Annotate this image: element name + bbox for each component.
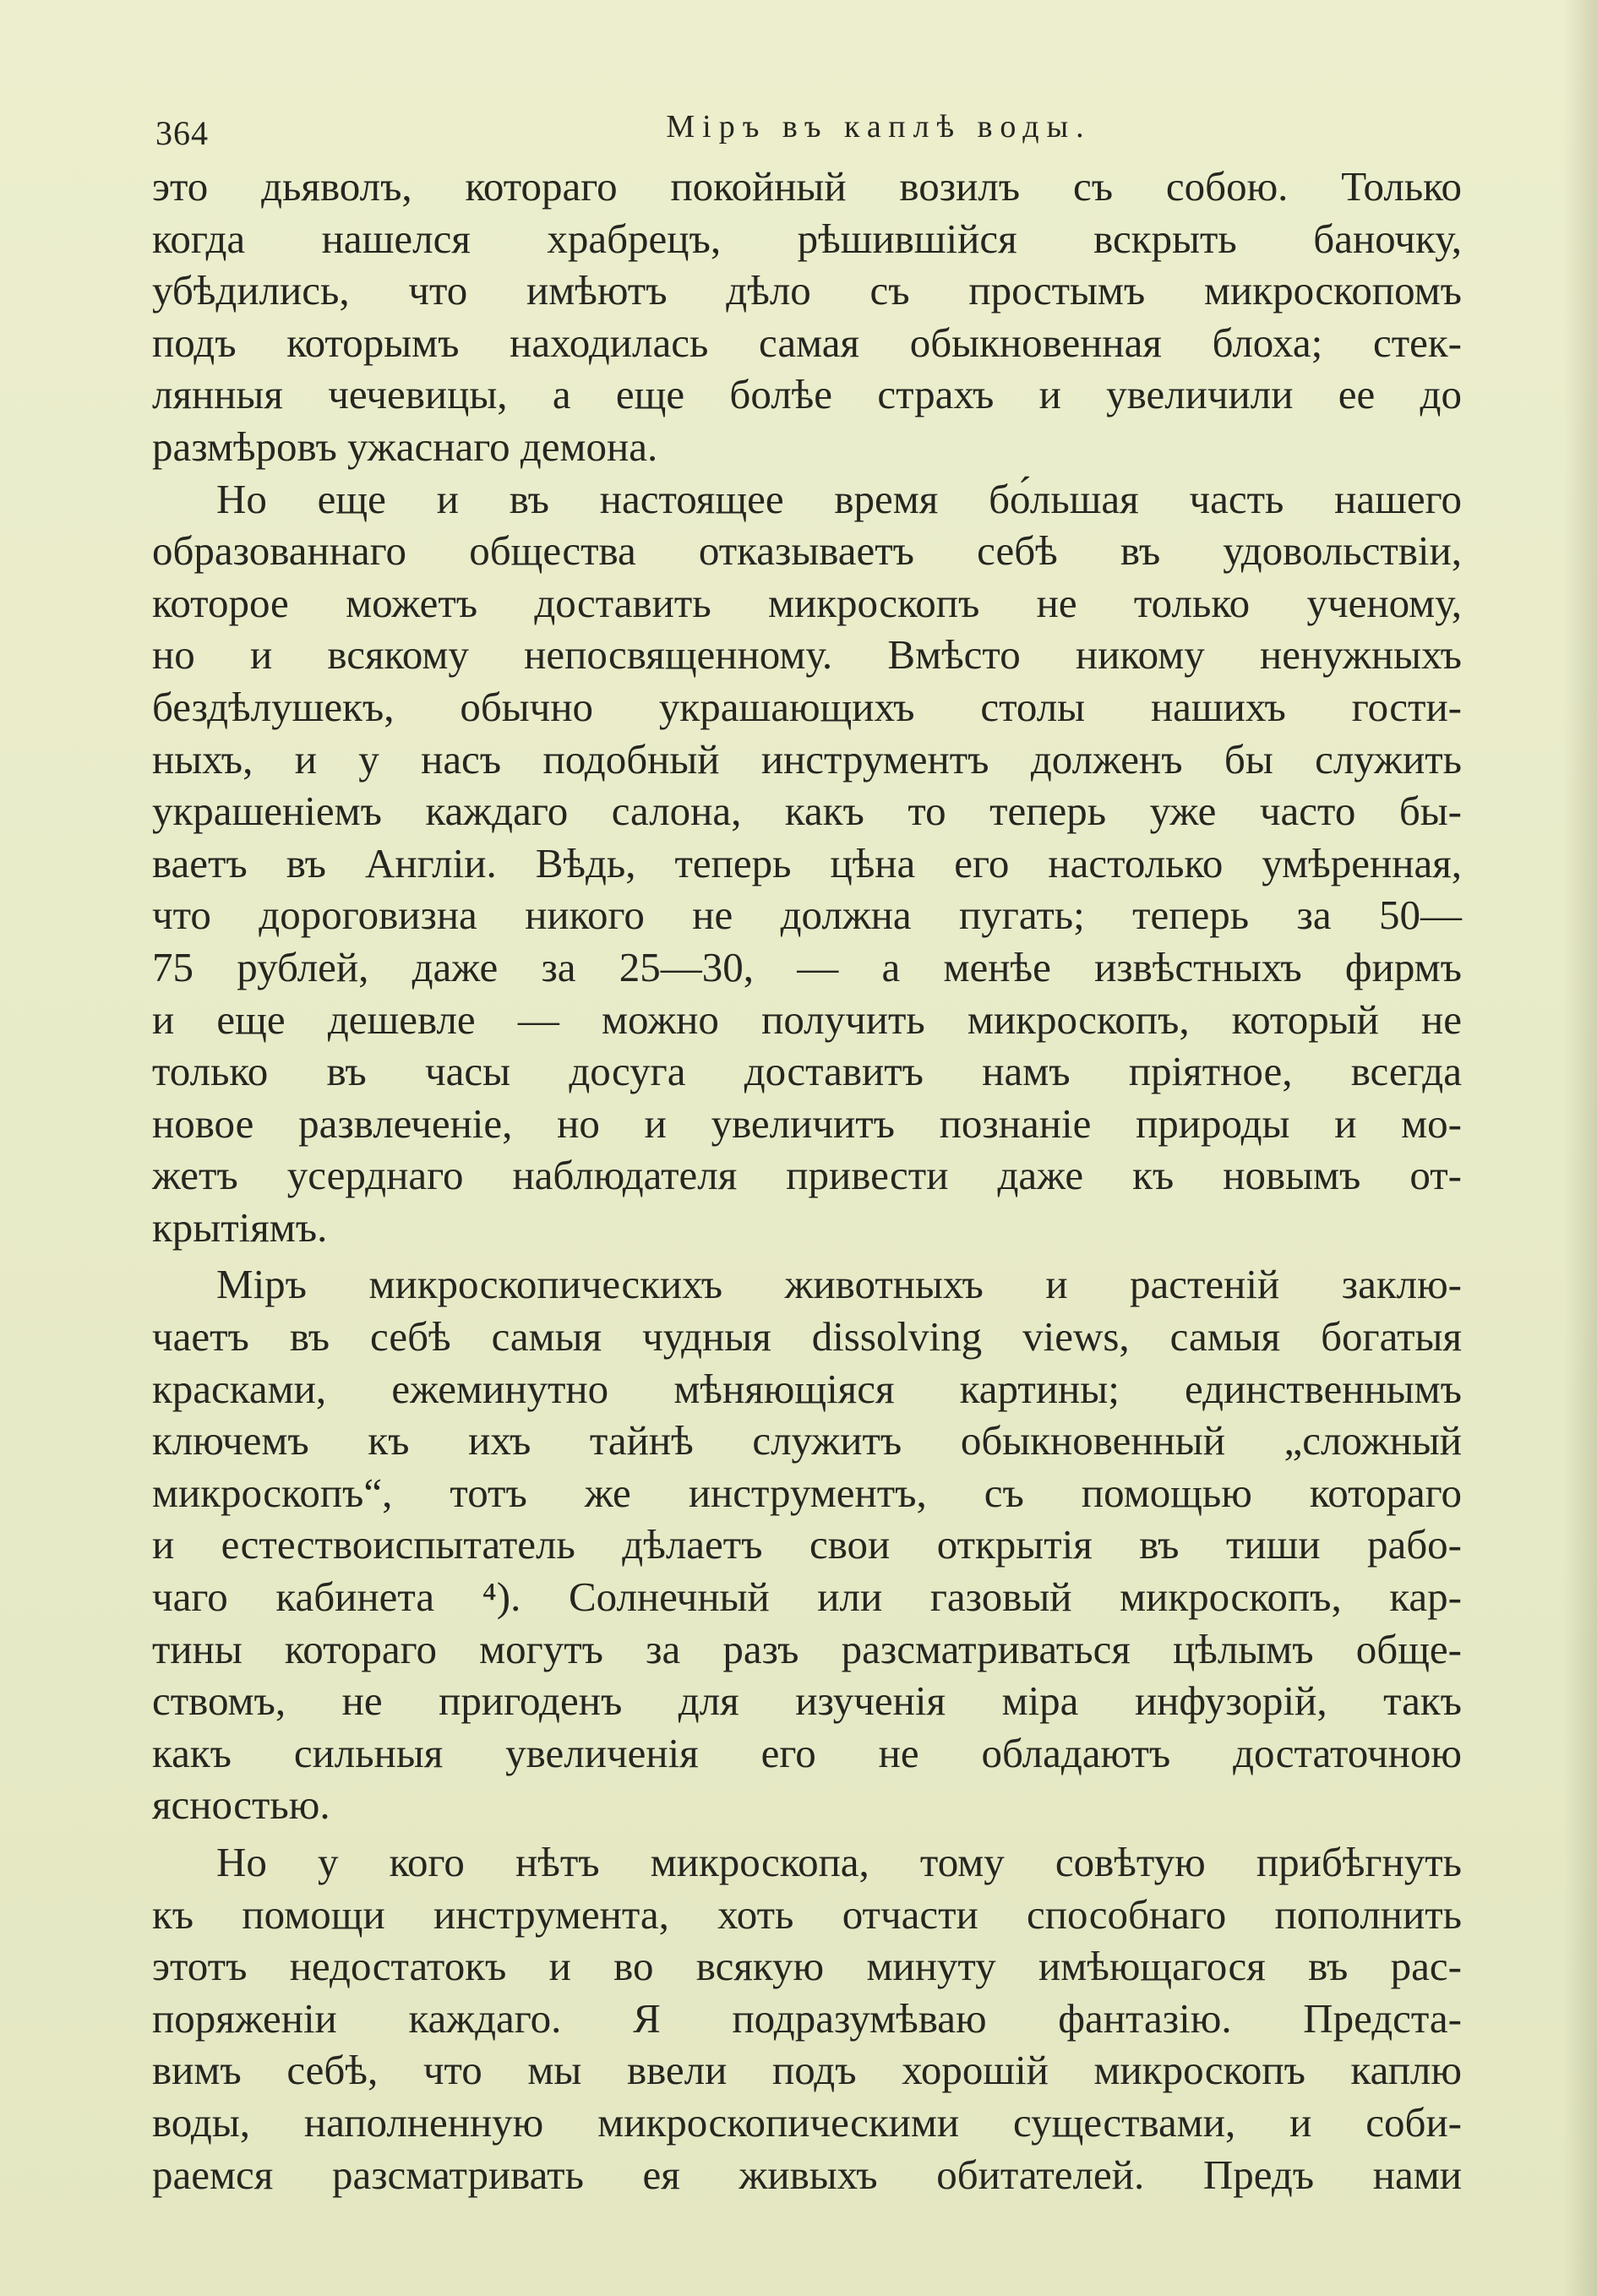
text-line: чаетъ въ себѣ самыя чудныя dissolving views, самыя богатыя — [152, 1313, 1462, 1361]
text-line: подъ которымъ находилась самая обыкновенная блоха; стек- — [152, 319, 1462, 366]
text-line: 75 рублей, даже за 25—30, — а менѣе извѣстныхъ фирмъ — [152, 943, 1462, 990]
paragraph-1 — [152, 161, 1462, 473]
text-line: и еще дешевле — можно получить микроскопъ, который не — [152, 995, 1462, 1043]
text-line: ясностью. — [152, 1781, 330, 1829]
text-line: этотъ недостатокъ и во всякую минуту имѣющагося въ рас- — [152, 1943, 1462, 1990]
text-line: которое можетъ доставить микроскопъ не только ученому, — [152, 579, 1462, 626]
text-line: это дьяволъ, котораго покойный возилъ съ собою. Только — [152, 163, 1462, 210]
text-line: новое развлеченіе, но и увеличитъ познаніе природы и мо- — [152, 1099, 1462, 1147]
text-line: воды, наполненную микроскопическими существами, и соби- — [152, 2098, 1462, 2146]
text-line: когда нашелся храбрецъ, рѣшившійся вскрыть баночку, — [152, 215, 1462, 262]
text-line: лянныя чечевицы, а еще болѣе страхъ и увеличили ее до — [152, 371, 1462, 418]
text-line: какъ сильныя увеличенія его не обладаютъ достаточною — [152, 1729, 1462, 1776]
paragraph-2 — [152, 473, 1462, 1254]
text-line: Но у кого нѣтъ микроскопа, тому совѣтую прибѣгнуть — [216, 1839, 1462, 1885]
paragraph-4 — [152, 1836, 1462, 2201]
text-line: убѣдились, что имѣютъ дѣло съ простымъ микроскопомъ — [152, 267, 1462, 314]
text-line: что дороговизна никого не должна пугать; теперь за 50— — [152, 892, 1462, 939]
text-line: Но еще и въ настоящее время бо́льшая часть нашего — [216, 475, 1462, 522]
page-header — [152, 108, 1470, 159]
text-line: поряженіи каждаго. Я подразумѣваю фантазію. Предста- — [152, 1994, 1462, 2042]
text-line: ваетъ въ Англіи. Вѣдь, теперь цѣна его настолько умѣренная, — [152, 839, 1462, 886]
text-line: крытіямъ. — [152, 1203, 328, 1251]
text-line: и естествоиспытатель дѣлаетъ свои открытія въ тиши рабо- — [152, 1521, 1462, 1568]
text-line: чаго кабинета ⁴). Солнечный или газовый микроскопъ, кар- — [152, 1573, 1462, 1621]
text-line: Міръ микроскопическихъ животныхъ и растеній заклю- — [216, 1261, 1462, 1308]
text-line: красками, ежеминутно мѣняющіяся картины; единственнымъ — [152, 1365, 1462, 1412]
text-line: только въ часы досуга доставитъ намъ пріятное, всегда — [152, 1048, 1462, 1095]
text-line: образованнаго общества отказываетъ себѣ въ удовольствіи, — [152, 527, 1462, 575]
text-line: микроскопъ“, тотъ же инструментъ, съ помощью котораго — [152, 1469, 1462, 1516]
text-line: украшеніемъ каждаго салона, какъ то теперь уже часто бы- — [152, 788, 1462, 835]
text-line: къ помощи инструмента, хоть отчасти способнаго пополнить — [152, 1890, 1462, 1938]
body-text — [152, 161, 1462, 2201]
running-title: Міръ въ каплѣ воды. — [666, 109, 1092, 145]
text-line: но и всякому непосвященному. Вмѣсто никому ненужныхъ — [152, 631, 1462, 679]
page-number: 364 — [155, 114, 209, 152]
text-line: ныхъ, и у насъ подобный инструментъ долженъ бы служить — [152, 735, 1462, 783]
text-line: ствомъ, не пригоденъ для изученія міра инфузорій, такъ — [152, 1677, 1462, 1725]
text-line: ключемъ къ ихъ тайнѣ служитъ обыкновенный „сложный — [152, 1417, 1462, 1464]
page-edge-shadow — [1563, 0, 1597, 2296]
text-line: вимъ себѣ, что мы ввели подъ хорошій микроскопъ каплю — [152, 2047, 1462, 2094]
text-line: раемся разсматривать ея живыхъ обитателей. Предъ нами — [152, 2151, 1462, 2198]
text-line: бездѣлушекъ, обычно украшающихъ столы нашихъ гости- — [152, 683, 1462, 730]
text-line: жетъ усерднаго наблюдателя привести даже къ новымъ от- — [152, 1152, 1462, 1199]
text-line: тины котораго могутъ за разъ разсматриваться цѣлымъ обще- — [152, 1625, 1462, 1672]
text-line: размѣровъ ужаснаго демона. — [152, 423, 658, 470]
paragraph-3 — [152, 1258, 1462, 1831]
